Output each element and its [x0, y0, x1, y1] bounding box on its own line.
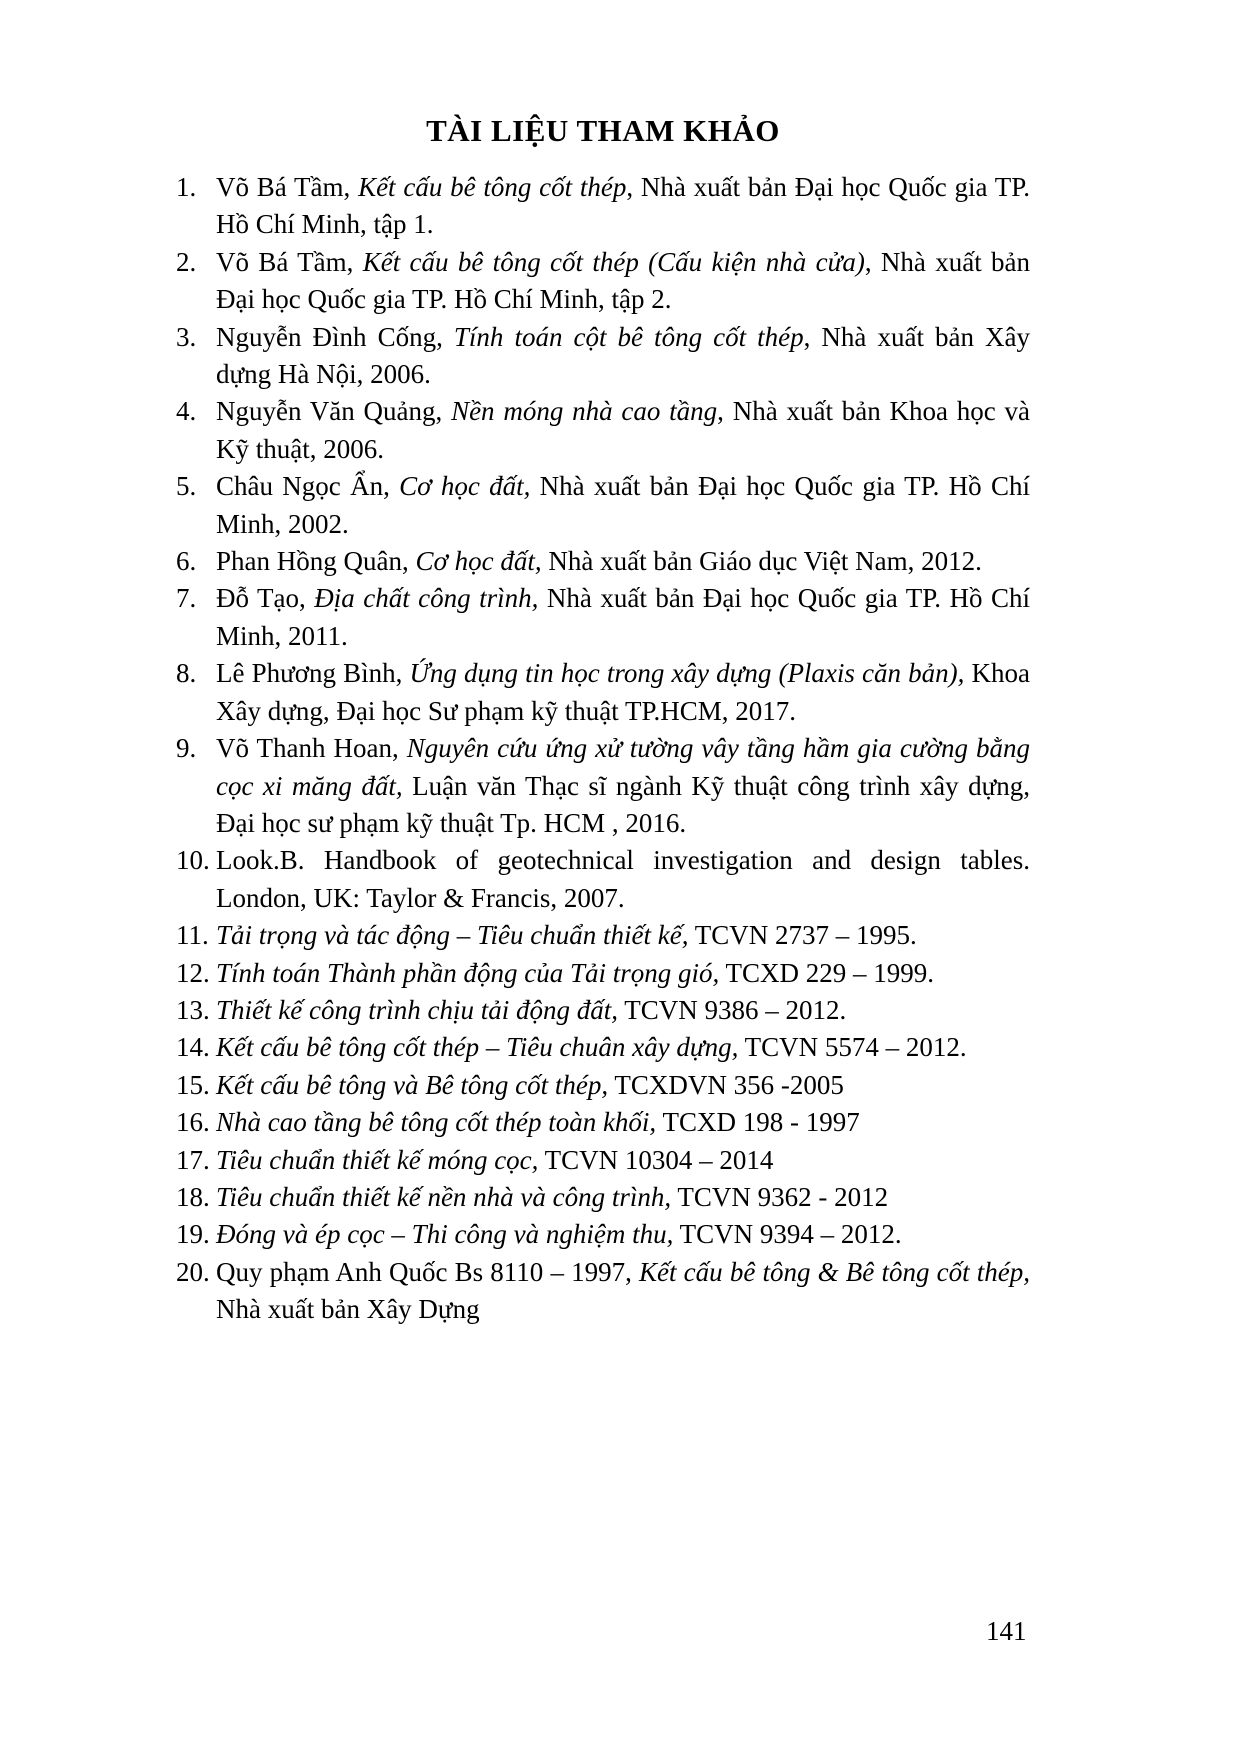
reference-item	[176, 319, 1030, 394]
reference-item	[176, 393, 1030, 468]
reference-text: Lê Phương Bình,	[216, 658, 410, 689]
reference-number: 17.	[176, 1144, 210, 1175]
reference-text: Võ Bá Tầm,	[216, 246, 363, 277]
reference-text: Nguyễn Văn Quảng,	[216, 396, 452, 427]
reference-item	[176, 1254, 1030, 1329]
reference-number: 13.	[176, 994, 210, 1025]
reference-text: Tải trọng và tác động – Tiêu chuẩn thiết kế,	[216, 920, 689, 951]
reference-item	[176, 1067, 1030, 1104]
page-number: 141	[986, 1616, 1027, 1646]
reference-item	[176, 1216, 1030, 1253]
reference-text: Võ Thanh Hoan,	[216, 733, 407, 764]
reference-text: Nhà xuất bản Đại học Quốc gia TP. Hồ Chí Minh, 2011.	[216, 583, 1030, 651]
reference-text: Thiết kế công trình chịu tải động đất,	[216, 994, 618, 1025]
reference-text: Nguyên cứu ứng xử tường vây tầng hầm gia cường bằng cọc xi măng đất,	[216, 733, 1030, 801]
reference-number: 15.	[176, 1069, 210, 1100]
reference-text: Nhà xuất bản Đại học Quốc gia TP. Hồ Chí Minh, 2002.	[216, 471, 1030, 539]
reference-item	[176, 580, 1030, 655]
reference-text: TCVN 9394 – 2012.	[673, 1219, 902, 1250]
reference-number: 11.	[176, 920, 209, 951]
reference-item	[176, 655, 1030, 730]
reference-text: Khoa Xây dựng, Đại học Sư phạm kỹ thuật TP.HCM, 2017.	[216, 658, 1031, 726]
reference-number: 2.	[176, 246, 197, 277]
reference-text: Võ Bá Tầm,	[216, 172, 359, 202]
reference-text: , Nhà xuất bản Đại học Quốc gia TP. Hồ Chí Minh, tập 1.	[216, 172, 1030, 240]
reference-text: Kết cấu bê tông cốt thép	[358, 172, 627, 202]
reference-text: Đỗ Tạo,	[216, 583, 315, 614]
reference-text: Nhà xuất bản Giáo dục Việt Nam, 2012.	[541, 546, 982, 577]
reference-text: Kết cấu bê tông cốt thép – Tiêu chuân xây dựng,	[216, 1032, 739, 1063]
reference-text: Phan Hồng Quân,	[216, 546, 416, 577]
reference-item	[176, 1179, 1030, 1216]
page-title: TÀI LIỆU THAM KHẢO	[426, 113, 780, 148]
reference-number: 1.	[176, 172, 197, 202]
reference-text: TCXD 198 - 1997	[656, 1107, 860, 1138]
reference-number: 14.	[176, 1032, 210, 1063]
reference-item	[176, 1142, 1030, 1179]
reference-text: Địa chất công trình,	[314, 583, 539, 614]
reference-item	[176, 543, 1030, 580]
reference-text: Cơ học đất,	[399, 471, 531, 502]
reference-text: , Nhà xuất bản Xây dựng Hà Nội, 2006.	[216, 321, 1031, 390]
reference-number: 9.	[176, 733, 197, 764]
reference-text: Ứng dụng tin học trong xây dựng (Plaxis căn bản),	[409, 658, 965, 689]
reference-number: 5.	[176, 471, 197, 502]
reference-text: TCVN 5574 – 2012.	[738, 1032, 967, 1063]
reference-text: TCXD 229 – 1999.	[719, 957, 935, 988]
reference-item	[176, 244, 1030, 319]
reference-text: Cơ học đất,	[415, 546, 542, 577]
reference-text: Nền móng nhà cao tầng	[451, 396, 718, 427]
reference-number: 6.	[176, 546, 197, 577]
reference-text: Nhà xuất bản Xây Dựng	[216, 1294, 480, 1325]
reference-text: , Nhà xuất bản Đại học Quốc gia TP. Hồ Chí Minh, tập 2.	[216, 246, 1031, 315]
reference-number: 16.	[176, 1107, 210, 1138]
reference-number: 12.	[176, 957, 210, 988]
reference-text: Nguyễn Đình Cống,	[216, 321, 454, 352]
reference-number: 4.	[176, 396, 197, 427]
reference-number: 10.	[176, 845, 210, 876]
reference-item	[176, 1104, 1030, 1141]
reference-item	[176, 169, 1030, 244]
reference-text: Quy phạm Anh Quốc Bs 8110 – 1997,	[216, 1256, 640, 1287]
reference-text: Kết cấu bê tông cốt thép (Cấu kiện nhà cửa)	[362, 246, 865, 277]
reference-text: Look.B. Handbook of geotechnical investigation and design tables. London, UK: Taylor & Francis, 2007.	[216, 845, 1030, 913]
reference-text: TCVN 9362 - 2012	[671, 1181, 889, 1212]
reference-text: Tiêu chuẩn thiết kế móng cọc,	[216, 1144, 539, 1175]
reference-text: Tính toán cột bê tông cốt thép	[453, 321, 804, 352]
reference-number: 19.	[176, 1219, 210, 1250]
reference-text: Nhà cao tầng bê tông cốt thép toàn khối,	[216, 1107, 657, 1138]
reference-text: Kết cấu bê tông và Bê tông cốt thép,	[216, 1069, 609, 1100]
reference-text: Tính toán Thành phần động của Tải trọng gió,	[216, 957, 720, 988]
reference-number: 20.	[176, 1256, 210, 1287]
reference-text: Tiêu chuẩn thiết kế nền nhà và công trình,	[216, 1181, 672, 1212]
reference-number: 3.	[176, 321, 197, 352]
reference-text: , Nhà xuất bản Khoa học và Kỹ thuật, 2006.	[216, 396, 1031, 464]
reference-text: TCXDVN 356 -2005	[608, 1069, 844, 1100]
reference-text: TCVN 9386 – 2012.	[617, 994, 847, 1025]
reference-item	[176, 992, 1030, 1029]
reference-number: 18.	[176, 1181, 210, 1212]
reference-item	[176, 730, 1030, 842]
reference-text: Luận văn Thạc sĩ ngành Kỹ thuật công trình xây dựng, Đại học sư phạm kỹ thuật Tp. HCM , 2016.	[216, 770, 1030, 838]
reference-text: Châu Ngọc Ẩn,	[216, 471, 400, 502]
reference-text: Kết cấu bê tông & Bê tông cốt thép,	[639, 1256, 1030, 1287]
reference-item	[176, 1029, 1030, 1066]
reference-list	[176, 169, 1030, 1329]
reference-text: Đóng và ép cọc – Thi công và nghiệm thu,	[216, 1219, 674, 1250]
reference-item	[176, 955, 1030, 992]
reference-text: TCVN 10304 – 2014	[538, 1144, 774, 1175]
reference-item	[176, 468, 1030, 543]
reference-text: TCVN 2737 – 1995.	[688, 920, 917, 951]
reference-item	[176, 842, 1030, 917]
reference-number: 8.	[176, 658, 197, 689]
reference-item	[176, 917, 1030, 954]
reference-number: 7.	[176, 583, 197, 614]
